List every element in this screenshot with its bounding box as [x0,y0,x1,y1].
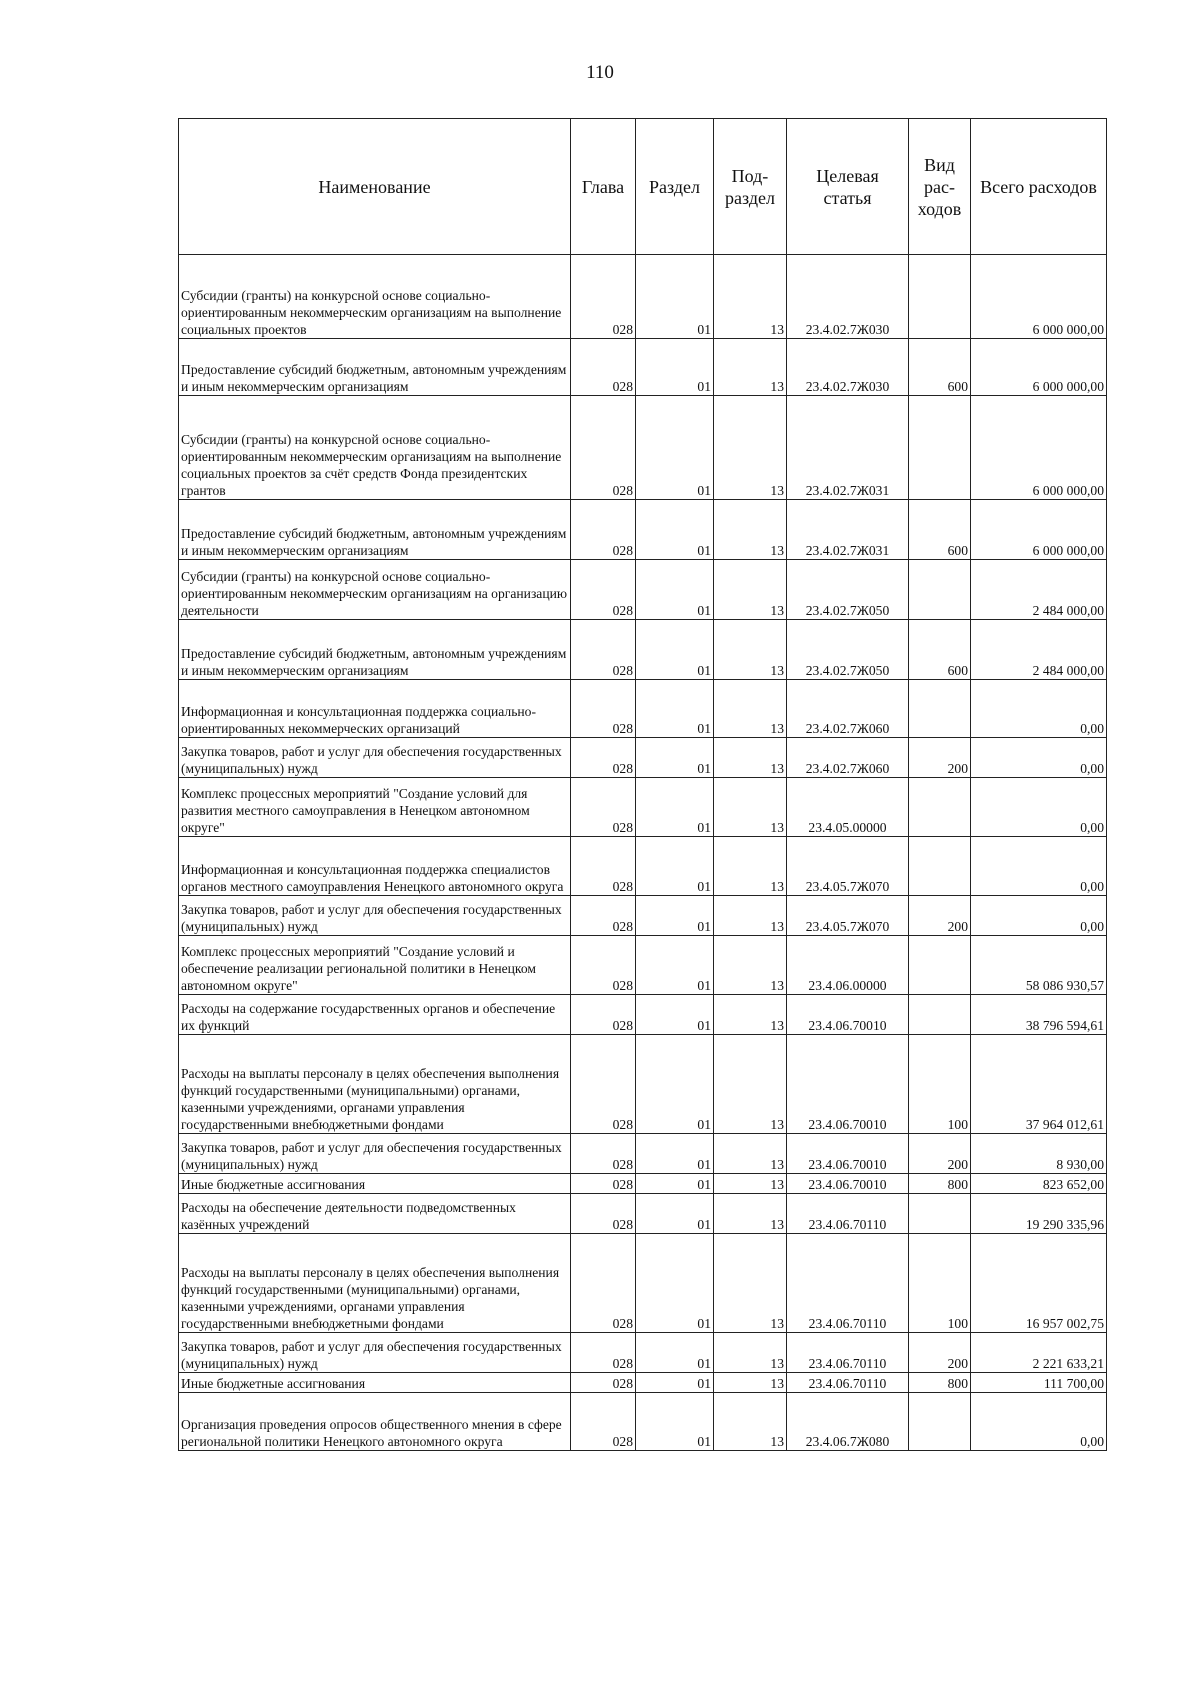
cell-subsection: 13 [714,1333,787,1373]
cell-chapter: 028 [571,255,636,339]
cell-target: 23.4.06.70110 [787,1333,909,1373]
cell-target: 23.4.02.7Ж060 [787,680,909,738]
cell-target: 23.4.02.7Ж031 [787,396,909,500]
cell-section: 01 [636,837,714,896]
cell-subsection: 13 [714,1373,787,1393]
cell-type [909,837,971,896]
cell-name: Расходы на выплаты персоналу в целях обеспечения выполнения функций государственными (муниципальными) органами, казенными учреждениями, органами управления государственными внебюджетными фондами [179,1234,571,1333]
cell-target: 23.4.06.7Ж080 [787,1393,909,1451]
cell-total: 6 000 000,00 [971,396,1107,500]
cell-chapter: 028 [571,1174,636,1194]
cell-type: 200 [909,1333,971,1373]
cell-total: 2 221 633,21 [971,1333,1107,1373]
cell-type [909,936,971,995]
cell-section: 01 [636,1035,714,1134]
cell-subsection: 13 [714,936,787,995]
table-row [179,1393,1107,1451]
cell-total: 19 290 335,96 [971,1194,1107,1234]
table-row [179,778,1107,837]
table-row [179,936,1107,995]
cell-type [909,1393,971,1451]
page-number: 110 [586,62,614,83]
cell-target: 23.4.02.7Ж031 [787,500,909,560]
cell-target: 23.4.02.7Ж050 [787,560,909,620]
cell-chapter: 028 [571,936,636,995]
cell-chapter: 028 [571,1373,636,1393]
cell-total: 0,00 [971,680,1107,738]
cell-type [909,396,971,500]
col-header-type: Вид рас- ходов [909,119,971,255]
cell-target: 23.4.06.70010 [787,1035,909,1134]
cell-subsection: 13 [714,837,787,896]
cell-name: Иные бюджетные ассигнования [179,1174,571,1194]
cell-section: 01 [636,995,714,1035]
cell-chapter: 028 [571,560,636,620]
col-header-target: Целевая статья [787,119,909,255]
cell-type: 600 [909,620,971,680]
cell-type [909,255,971,339]
cell-chapter: 028 [571,620,636,680]
cell-subsection: 13 [714,1393,787,1451]
cell-target: 23.4.06.70110 [787,1234,909,1333]
cell-section: 01 [636,620,714,680]
cell-subsection: 13 [714,896,787,936]
table-row [179,1333,1107,1373]
table-row [179,396,1107,500]
cell-total: 16 957 002,75 [971,1234,1107,1333]
table-row [179,1234,1107,1333]
cell-section: 01 [636,1234,714,1333]
cell-name: Предоставление субсидий бюджетным, автономным учреждениям и иным некоммерческим организациям [179,500,571,560]
col-header-name: Наименование [179,119,571,255]
cell-subsection: 13 [714,778,787,837]
cell-target: 23.4.02.7Ж060 [787,738,909,778]
cell-target: 23.4.05.7Ж070 [787,837,909,896]
cell-subsection: 13 [714,396,787,500]
cell-name: Субсидии (гранты) на конкурсной основе социально-ориентированным некоммерческим организациям на организацию деятельности [179,560,571,620]
table-row [179,738,1107,778]
cell-name: Закупка товаров, работ и услуг для обеспечения государственных (муниципальных) нужд [179,1134,571,1174]
table-row [179,560,1107,620]
cell-name: Расходы на обеспечение деятельности подведомственных казённых учреждений [179,1194,571,1234]
cell-target: 23.4.06.70010 [787,1174,909,1194]
cell-name: Комплекс процессных мероприятий "Создание условий и обеспечение реализации региональной политики в Ненецком автономном округе" [179,936,571,995]
cell-name: Закупка товаров, работ и услуг для обеспечения государственных (муниципальных) нужд [179,896,571,936]
cell-target: 23.4.06.70010 [787,995,909,1035]
cell-subsection: 13 [714,339,787,396]
cell-type [909,778,971,837]
cell-target: 23.4.02.7Ж030 [787,255,909,339]
cell-total: 38 796 594,61 [971,995,1107,1035]
cell-total: 2 484 000,00 [971,560,1107,620]
cell-section: 01 [636,680,714,738]
cell-total: 37 964 012,61 [971,1035,1107,1134]
table-row [179,620,1107,680]
cell-name: Расходы на содержание государственных органов и обеспечение их функций [179,995,571,1035]
cell-target: 23.4.05.00000 [787,778,909,837]
cell-total: 6 000 000,00 [971,255,1107,339]
cell-name: Информационная и консультационная поддержка специалистов органов местного самоуправления Ненецкого автономного округа [179,837,571,896]
cell-name: Организация проведения опросов общественного мнения в сфере региональной политики Ненецкого автономного округа [179,1393,571,1451]
cell-type: 200 [909,738,971,778]
cell-chapter: 028 [571,500,636,560]
table-row [179,1194,1107,1234]
cell-subsection: 13 [714,1194,787,1234]
budget-table [178,118,1107,1451]
cell-chapter: 028 [571,1393,636,1451]
cell-chapter: 028 [571,1035,636,1134]
cell-subsection: 13 [714,620,787,680]
cell-target: 23.4.06.70110 [787,1194,909,1234]
cell-subsection: 13 [714,1234,787,1333]
table-row [179,837,1107,896]
cell-total: 6 000 000,00 [971,339,1107,396]
cell-chapter: 028 [571,1234,636,1333]
table-row [179,896,1107,936]
cell-type [909,995,971,1035]
cell-target: 23.4.02.7Ж030 [787,339,909,396]
cell-subsection: 13 [714,995,787,1035]
cell-type: 200 [909,896,971,936]
cell-section: 01 [636,1393,714,1451]
cell-subsection: 13 [714,1134,787,1174]
col-header-subsection: Под- раздел [714,119,787,255]
cell-total: 0,00 [971,738,1107,778]
cell-subsection: 13 [714,1035,787,1134]
table-body [179,255,1107,1451]
cell-target: 23.4.05.7Ж070 [787,896,909,936]
cell-section: 01 [636,738,714,778]
cell-section: 01 [636,500,714,560]
col-header-chapter: Глава [571,119,636,255]
cell-chapter: 028 [571,995,636,1035]
cell-subsection: 13 [714,255,787,339]
cell-section: 01 [636,1134,714,1174]
col-header-section: Раздел [636,119,714,255]
cell-subsection: 13 [714,738,787,778]
cell-total: 2 484 000,00 [971,620,1107,680]
table-row [179,339,1107,396]
cell-chapter: 028 [571,896,636,936]
cell-name: Закупка товаров, работ и услуг для обеспечения государственных (муниципальных) нужд [179,738,571,778]
table-row [179,500,1107,560]
cell-name: Предоставление субсидий бюджетным, автономным учреждениям и иным некоммерческим организациям [179,620,571,680]
table-row [179,255,1107,339]
cell-target: 23.4.06.70010 [787,1134,909,1174]
table-row [179,680,1107,738]
cell-section: 01 [636,396,714,500]
cell-section: 01 [636,936,714,995]
cell-subsection: 13 [714,1174,787,1194]
cell-chapter: 028 [571,1194,636,1234]
cell-total: 0,00 [971,896,1107,936]
cell-name: Закупка товаров, работ и услуг для обеспечения государственных (муниципальных) нужд [179,1333,571,1373]
cell-total: 0,00 [971,1393,1107,1451]
cell-total: 111 700,00 [971,1373,1107,1393]
cell-section: 01 [636,1174,714,1194]
cell-chapter: 028 [571,1134,636,1174]
cell-chapter: 028 [571,738,636,778]
table-row [179,1134,1107,1174]
cell-name: Предоставление субсидий бюджетным, автономным учреждениям и иным некоммерческим организациям [179,339,571,396]
cell-subsection: 13 [714,500,787,560]
cell-chapter: 028 [571,396,636,500]
col-header-total: Всего расходов [971,119,1107,255]
cell-name: Субсидии (гранты) на конкурсной основе социально-ориентированным некоммерческим организациям на выполнение социальных проектов за счёт средств Фонда президентских грантов [179,396,571,500]
cell-total: 6 000 000,00 [971,500,1107,560]
cell-target: 23.4.06.00000 [787,936,909,995]
cell-chapter: 028 [571,339,636,396]
cell-name: Расходы на выплаты персоналу в целях обеспечения выполнения функций государственными (муниципальными) органами, казенными учреждениями, органами управления государственными внебюджетными фондами [179,1035,571,1134]
cell-total: 58 086 930,57 [971,936,1107,995]
cell-type: 200 [909,1134,971,1174]
cell-target: 23.4.06.70110 [787,1373,909,1393]
cell-name: Комплекс процессных мероприятий "Создание условий для развития местного самоуправления в Ненецком автономном округе" [179,778,571,837]
table-row [179,1035,1107,1134]
table-row [179,1174,1107,1194]
cell-type: 800 [909,1174,971,1194]
cell-total: 0,00 [971,837,1107,896]
cell-name: Субсидии (гранты) на конкурсной основе социально-ориентированным некоммерческим организациям на выполнение социальных проектов [179,255,571,339]
cell-total: 8 930,00 [971,1134,1107,1174]
cell-total: 0,00 [971,778,1107,837]
cell-section: 01 [636,778,714,837]
cell-target: 23.4.02.7Ж050 [787,620,909,680]
cell-chapter: 028 [571,1333,636,1373]
cell-type: 800 [909,1373,971,1393]
cell-type: 600 [909,339,971,396]
cell-name: Иные бюджетные ассигнования [179,1373,571,1393]
table-row [179,995,1107,1035]
cell-type [909,560,971,620]
cell-type [909,1194,971,1234]
cell-type: 100 [909,1234,971,1333]
cell-chapter: 028 [571,778,636,837]
cell-section: 01 [636,1373,714,1393]
cell-type [909,680,971,738]
cell-section: 01 [636,1333,714,1373]
cell-subsection: 13 [714,560,787,620]
cell-subsection: 13 [714,680,787,738]
cell-type: 100 [909,1035,971,1134]
cell-section: 01 [636,896,714,936]
table-row [179,1373,1107,1393]
cell-chapter: 028 [571,680,636,738]
cell-chapter: 028 [571,837,636,896]
cell-section: 01 [636,1194,714,1234]
cell-section: 01 [636,339,714,396]
table-header-row [179,119,1107,255]
cell-total: 823 652,00 [971,1174,1107,1194]
cell-section: 01 [636,560,714,620]
cell-type: 600 [909,500,971,560]
cell-name: Информационная и консультационная поддержка социально-ориентированных некоммерческих организаций [179,680,571,738]
cell-section: 01 [636,255,714,339]
